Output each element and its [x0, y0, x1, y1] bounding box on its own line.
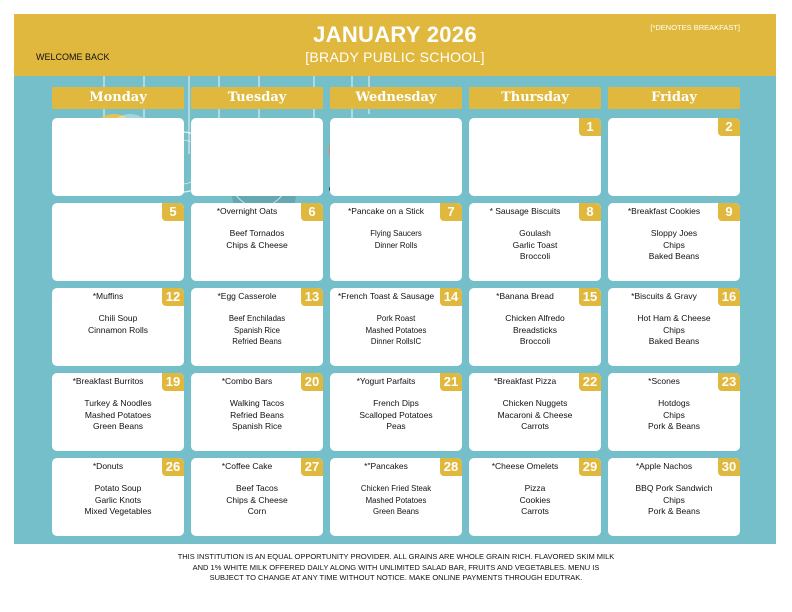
footer-line: AND 1% WHITE MILK OFFERED DAILY ALONG WITH UNLIMITED SALAD BAR, FRUITS AND VEGETABLES. MENU IS: [192, 562, 600, 572]
day-number: 13: [301, 288, 323, 306]
day-cell: [330, 288, 462, 366]
menu-item: Chili Soup: [98, 313, 138, 323]
menu-item: Dinner Rolls: [374, 240, 418, 250]
menu-item: Broccoli: [519, 251, 551, 261]
day-number: 8: [579, 203, 601, 221]
day-cell: [191, 373, 323, 451]
menu-item: Mixed Vegetables: [84, 506, 152, 516]
lunch-menu: [193, 483, 321, 518]
day-number: 21: [440, 373, 462, 391]
menu-item: Chicken Alfredo: [505, 313, 565, 323]
menu-item: Mashed Potatoes: [365, 325, 427, 335]
breakfast-item: *"Pancakes: [364, 461, 408, 471]
day-cell: [191, 118, 323, 196]
day-cell: [608, 203, 740, 281]
menu-item: BBQ Pork Sandwich: [635, 483, 713, 493]
menu-item: Green Beans: [373, 507, 419, 516]
menu-item: Pork & Beans: [648, 421, 700, 431]
day-number: 16: [718, 288, 740, 306]
menu-item: Chips & Cheese: [226, 494, 288, 505]
lunch-menu: [610, 398, 738, 433]
weekday-header-thursday: Thursday: [469, 87, 601, 109]
day-cell: [191, 288, 323, 366]
menu-item: Spanish Rice: [231, 421, 283, 431]
breakfast-item: *Breakfast Cookies: [627, 206, 701, 216]
day-number: 6: [301, 203, 323, 221]
lunch-menu: [471, 398, 599, 433]
menu-item: Baked Beans: [648, 251, 700, 261]
lunch-menu: [54, 483, 182, 518]
welcome-message: WELCOME BACK: [36, 52, 110, 62]
weekday-header-tuesday: Tuesday: [191, 87, 323, 109]
menu-item: Scalloped Potatoes: [359, 409, 433, 420]
lunch-menu: [471, 483, 599, 518]
footer-notice: [0, 552, 792, 584]
menu-item: Cinnamon Rolls: [88, 324, 148, 335]
menu-item: Carrots: [521, 506, 549, 516]
breakfast-item: *Banana Bread: [496, 291, 554, 301]
day-cell: [608, 458, 740, 536]
breakfast-item: *Combo Bars: [221, 376, 273, 386]
breakfast-item: * Sausage Biscuits: [489, 206, 561, 216]
day-cell: [52, 118, 184, 196]
menu-item: Goulash: [519, 228, 551, 238]
menu-item: Spanish Rice: [234, 325, 280, 335]
day-cell: [469, 373, 601, 451]
lunch-menu: [610, 228, 738, 263]
month-title: JANUARY 2026: [313, 22, 477, 47]
menu-item: Chicken Fried Steak: [360, 484, 432, 493]
menu-item: Corn: [247, 506, 267, 516]
day-cell: [469, 118, 601, 196]
menu-item: Garlic Knots: [94, 494, 142, 505]
day-number: 27: [301, 458, 323, 476]
lunch-menu: [471, 313, 599, 348]
breakfast-item: *Biscuits & Gravy: [631, 291, 697, 301]
menu-item: Cookies: [519, 494, 551, 505]
day-number: 12: [162, 288, 184, 306]
lunch-menu: [54, 313, 182, 336]
breakfast-item: *Scones: [648, 376, 680, 386]
menu-item: Refried Beans: [232, 337, 282, 346]
lunch-menu: [193, 398, 321, 433]
day-number: 29: [579, 458, 601, 476]
day-number: 19: [162, 373, 184, 391]
menu-item: Sloppy Joes: [650, 228, 698, 238]
menu-item: Chips: [663, 494, 685, 505]
menu-item: Carrots: [521, 421, 549, 431]
breakfast-item: *Breakfast Pizza: [493, 376, 557, 386]
day-number: 30: [718, 458, 740, 476]
day-number: 20: [301, 373, 323, 391]
weekday-header-friday: Friday: [608, 87, 740, 109]
menu-item: Chips: [663, 409, 685, 420]
menu-item: Mashed Potatoes: [84, 409, 152, 420]
menu-item: Broccoli: [519, 336, 551, 346]
breakfast-item: *Cheese Omelets: [491, 461, 559, 471]
menu-item: Peas: [386, 421, 406, 431]
menu-item: Turkey & Noodles: [84, 398, 152, 408]
menu-item: Chips: [663, 324, 685, 335]
menu-item: Garlic Toast: [512, 239, 558, 250]
lunch-menu: [54, 398, 182, 433]
day-cell: [469, 458, 601, 536]
breakfast-item: *Yogurt Parfaits: [356, 376, 416, 386]
menu-item: Mashed Potatoes: [365, 495, 427, 505]
day-number: 9: [718, 203, 740, 221]
lunch-menu: [193, 228, 321, 251]
lunch-menu: [610, 313, 738, 348]
day-cell: [608, 118, 740, 196]
day-cell: [330, 373, 462, 451]
menu-item: Chicken Nuggets: [502, 398, 568, 408]
menu-item: Potato Soup: [94, 483, 142, 493]
day-cell: [330, 203, 462, 281]
day-cell: [608, 288, 740, 366]
menu-item: Beef Enchiladas: [228, 314, 286, 323]
menu-item: Pork & Beans: [648, 506, 700, 516]
menu-item: Chips: [663, 239, 685, 250]
menu-item: Pork Roast: [376, 314, 416, 323]
day-cell: [469, 203, 601, 281]
day-number: 5: [162, 203, 184, 221]
day-number: 28: [440, 458, 462, 476]
menu-item: Chips & Cheese: [226, 239, 288, 250]
menu-item: Breadsticks: [513, 324, 557, 335]
day-cell: [52, 458, 184, 536]
day-number: 23: [718, 373, 740, 391]
breakfast-note: [*DENOTES BREAKFAST]: [650, 23, 740, 32]
day-cell: [608, 373, 740, 451]
menu-item: French Dips: [373, 398, 419, 408]
menu-item: Macaroni & Cheese: [497, 409, 573, 420]
lunch-menu: [332, 398, 460, 433]
header-banner: [14, 14, 776, 76]
day-number: 7: [440, 203, 462, 221]
weekday-header-wednesday: Wednesday: [330, 87, 462, 109]
lunch-menu: [610, 483, 738, 518]
school-name: [BRADY PUBLIC SCHOOL]: [305, 49, 485, 65]
day-cell: [191, 458, 323, 536]
breakfast-item: *Coffee Cake: [221, 461, 273, 471]
day-number: 26: [162, 458, 184, 476]
day-cell: [469, 288, 601, 366]
menu-item: Beef Tacos: [236, 483, 278, 493]
day-cell: [330, 458, 462, 536]
day-number: 15: [579, 288, 601, 306]
day-number: 1: [579, 118, 601, 136]
menu-item: Refried Beans: [230, 409, 284, 420]
menu-item: Walking Tacos: [229, 398, 285, 408]
breakfast-item: *Overnight Oats: [216, 206, 278, 216]
lunch-menu: [332, 483, 460, 518]
breakfast-item: *Muffins: [92, 291, 124, 301]
lunch-menu: [332, 228, 460, 251]
lunch-menu: [471, 228, 599, 263]
menu-item: Flying Saucers: [370, 229, 422, 238]
breakfast-item: *Apple Nachos: [635, 461, 693, 471]
lunch-menu: [193, 313, 321, 348]
weekday-header-monday: Monday: [52, 87, 184, 109]
breakfast-item: *French Toast & Sausage: [337, 291, 435, 301]
menu-item: Baked Beans: [648, 336, 700, 346]
menu-item: Pizza: [524, 483, 546, 493]
menu-item: Dinner RollsIC: [370, 337, 422, 346]
day-number: 14: [440, 288, 462, 306]
day-cell: [52, 373, 184, 451]
day-cell: [191, 203, 323, 281]
day-cell: [52, 203, 184, 281]
day-cell: [330, 118, 462, 196]
breakfast-item: *Pancake on a Stick: [347, 206, 425, 216]
lunch-menu: [332, 313, 460, 348]
breakfast-item: *Egg Casserole: [217, 291, 277, 301]
menu-item: Hotdogs: [658, 398, 690, 408]
menu-item: Beef Tornados: [229, 228, 285, 238]
menu-item: Green Beans: [92, 421, 144, 431]
breakfast-item: *Donuts: [92, 461, 124, 471]
day-number: 2: [718, 118, 740, 136]
footer-line: THIS INSTITUTION IS AN EQUAL OPPORTUNITY PROVIDER. ALL GRAINS ARE WHOLE GRAIN RICH. FLAVORED SKIM MILK: [177, 552, 615, 561]
calendar-sheet: [14, 14, 776, 544]
menu-item: Hot Ham & Cheese: [637, 313, 711, 323]
day-number: 22: [579, 373, 601, 391]
day-cell: [52, 288, 184, 366]
footer-line: SUBJECT TO CHANGE AT ANY TIME WITHOUT NOTICE. MAKE ONLINE PAYMENTS THROUGH EDUTRAK.: [209, 573, 583, 582]
breakfast-item: *Breakfast Burritos: [72, 376, 144, 386]
